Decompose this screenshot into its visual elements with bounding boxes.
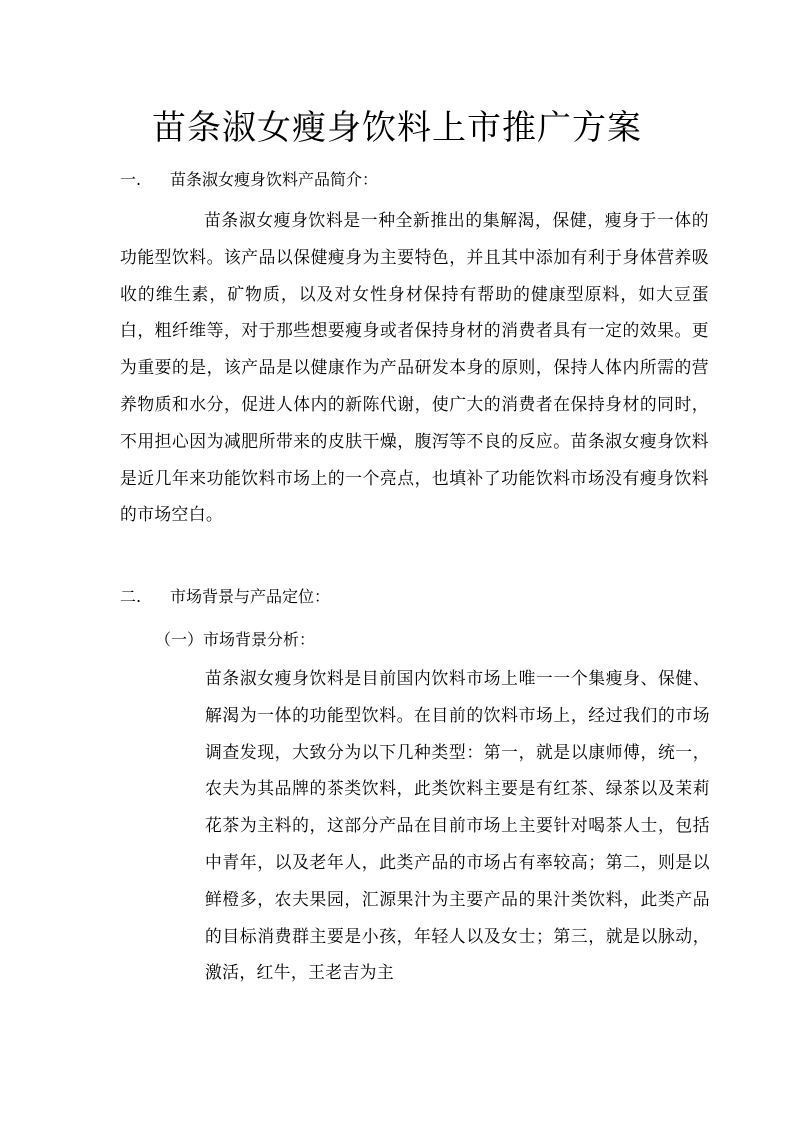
section-heading-2	[120, 585, 330, 609]
subsection-1-paragraph: 苗条淑女瘦身饮料是目前国内饮料市场上唯一一个集瘦身、保健、解渴为一体的功能型饮料。在目前的饮料市场上，经过我们的市场调查发现，大致分为以下几种类型：第一，就是以康师傅，统一，农夫为其品牌的茶类饮料，此类饮料主要是有红茶、绿茶以及茉莉花茶为主料的，这部分产品在目前市场上主要针对喝茶人士，包括中青年，以及老年人，此类产品的市场占有率较高；第二，则是以鲜橙多，农夫果园，汇源果汁为主要产品的果汁类饮料，此类产品的目标消费群主要是小孩，年轻人以及女士；第三，就是以脉动，激活，红牛，王老吉为主	[205, 668, 710, 983]
document-title: 苗条淑女瘦身饮料上市推广方案	[152, 108, 642, 148]
section-number-2: 二.	[120, 587, 142, 606]
section-number-1: 一.	[120, 170, 142, 189]
section-heading-1	[120, 168, 378, 192]
subsection-heading-1: （一）市场背景分析：	[155, 630, 316, 649]
section-heading-1-text: 苗条淑女瘦身饮料产品简介：	[170, 170, 379, 189]
section-heading-2-text: 市场背景与产品定位：	[170, 587, 331, 606]
section-1-paragraph: 苗条淑女瘦身饮料是一种全新推出的集解渴，保健，瘦身于一体的功能型饮料。该产品以保健瘦身为主要特色，并且其中添加有利于身体营养吸收的维生素，矿物质，以及对女性身材保持有帮助的健康型原料，如大豆蛋白，粗纤维等，对于那些想要瘦身或者保持身材的消费者具有一定的效果。更为重要的是，该产品是以健康作为产品研发本身的原则，保持人体内所需的营养物质和水分，促进人体内的新陈代谢，使广大的消费者在保持身材的同时，不用担心因为减肥所带来的皮肤干燥，腹泻等不良的反应。苗条淑女瘦身饮料是近几年来功能饮料市场上的一个亮点，也填补了功能饮料市场没有瘦身饮料的市场空白。	[120, 210, 709, 525]
